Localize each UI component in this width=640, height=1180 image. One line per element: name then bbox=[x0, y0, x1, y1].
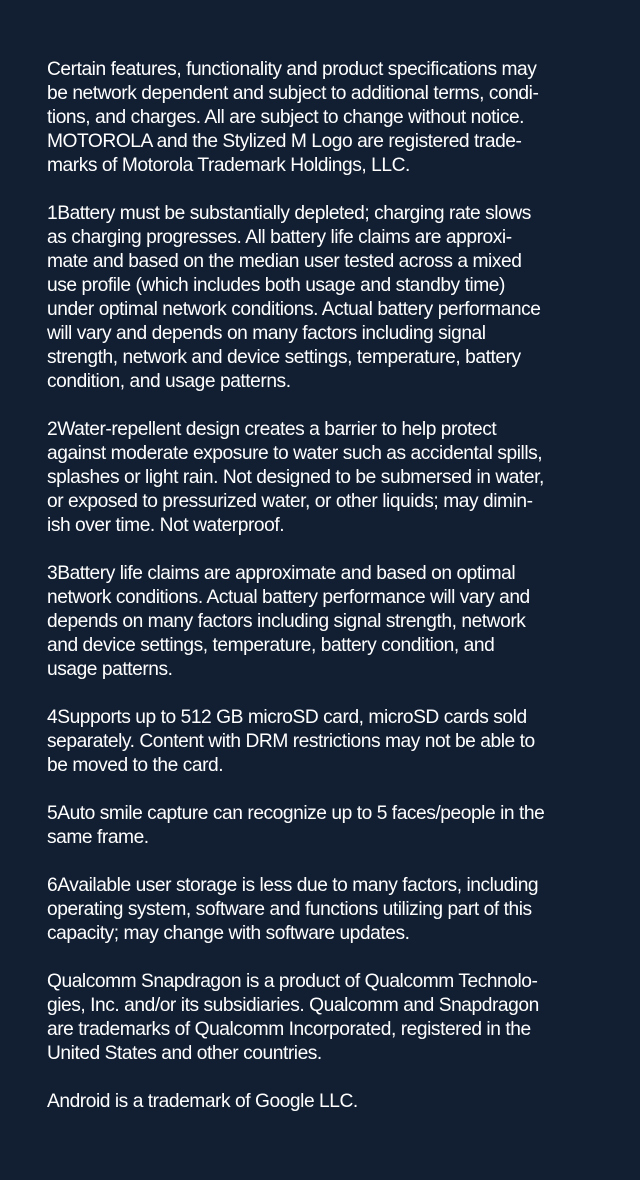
text-line: MOTOROLA and the Stylized M Logo are registered trade- bbox=[47, 131, 522, 152]
text-line: 1Battery must be substantially depleted; charging rate slows bbox=[47, 203, 531, 224]
text-line: capacity; may change with software updates. bbox=[47, 923, 410, 944]
text-line: Certain features, functionality and product specifications may bbox=[47, 59, 537, 80]
footnote-1-battery-charging bbox=[47, 202, 627, 394]
text-line: be network dependent and subject to additional terms, condi- bbox=[47, 83, 539, 104]
text-line: strength, network and device settings, temperature, battery bbox=[47, 347, 521, 368]
text-line: tions, and charges. All are subject to change without notice. bbox=[47, 107, 525, 128]
paragraph-general-trademarks bbox=[47, 58, 627, 178]
text-line: gies, Inc. and/or its subsidiaries. Qualcomm and Snapdragon bbox=[47, 995, 539, 1016]
text-line: splashes or light rain. Not designed to be submersed in water, bbox=[47, 467, 544, 488]
text-line: 6Available user storage is less due to many factors, including bbox=[47, 875, 539, 896]
footnote-2-water-repellent bbox=[47, 418, 627, 538]
text-line: will vary and depends on many factors including signal bbox=[47, 323, 486, 344]
text-line: Android is a trademark of Google LLC. bbox=[47, 1091, 358, 1112]
text-line: United States and other countries. bbox=[47, 1043, 322, 1064]
text-line: are trademarks of Qualcomm Incorporated, registered in the bbox=[47, 1019, 531, 1040]
text-line: 3Battery life claims are approximate and based on optimal bbox=[47, 563, 516, 584]
text-line: use profile (which includes both usage and standby time) bbox=[47, 275, 505, 296]
text-line: depends on many factors including signal strength, network bbox=[47, 611, 526, 632]
paragraph-qualcomm-trademark bbox=[47, 970, 627, 1066]
text-line: as charging progresses. All battery life claims are approxi- bbox=[47, 227, 512, 248]
text-line: marks of Motorola Trademark Holdings, LLC. bbox=[47, 155, 410, 176]
text-line: 4Supports up to 512 GB microSD card, microSD cards sold bbox=[47, 707, 527, 728]
disclaimer-text-block bbox=[47, 58, 627, 1138]
text-line: 5Auto smile capture can recognize up to 5 faces/people in the bbox=[47, 803, 545, 824]
text-line: usage patterns. bbox=[47, 659, 173, 680]
text-line: condition, and usage patterns. bbox=[47, 371, 291, 392]
text-line: against moderate exposure to water such as accidental spills, bbox=[47, 443, 543, 464]
text-line: 2Water-repellent design creates a barrier to help protect bbox=[47, 419, 497, 440]
text-line: operating system, software and functions utilizing part of this bbox=[47, 899, 532, 920]
paragraph-android-trademark bbox=[47, 1090, 627, 1114]
text-line: or exposed to pressurized water, or other liquids; may dimin- bbox=[47, 491, 533, 512]
footnote-6-storage bbox=[47, 874, 627, 946]
text-line: and device settings, temperature, battery condition, and bbox=[47, 635, 495, 656]
text-line: separately. Content with DRM restrictions may not be able to bbox=[47, 731, 535, 752]
text-line: same frame. bbox=[47, 827, 149, 848]
text-line: be moved to the card. bbox=[47, 755, 224, 776]
text-line: mate and based on the median user tested across a mixed bbox=[47, 251, 522, 272]
footnote-4-microsd bbox=[47, 706, 627, 778]
footnote-5-smile-capture bbox=[47, 802, 627, 850]
text-line: under optimal network conditions. Actual battery performance bbox=[47, 299, 541, 320]
footnote-3-battery-life bbox=[47, 562, 627, 682]
text-line: network conditions. Actual battery performance will vary and bbox=[47, 587, 530, 608]
text-line: Qualcomm Snapdragon is a product of Qualcomm Technolo- bbox=[47, 971, 538, 992]
text-line: ish over time. Not waterproof. bbox=[47, 515, 285, 536]
